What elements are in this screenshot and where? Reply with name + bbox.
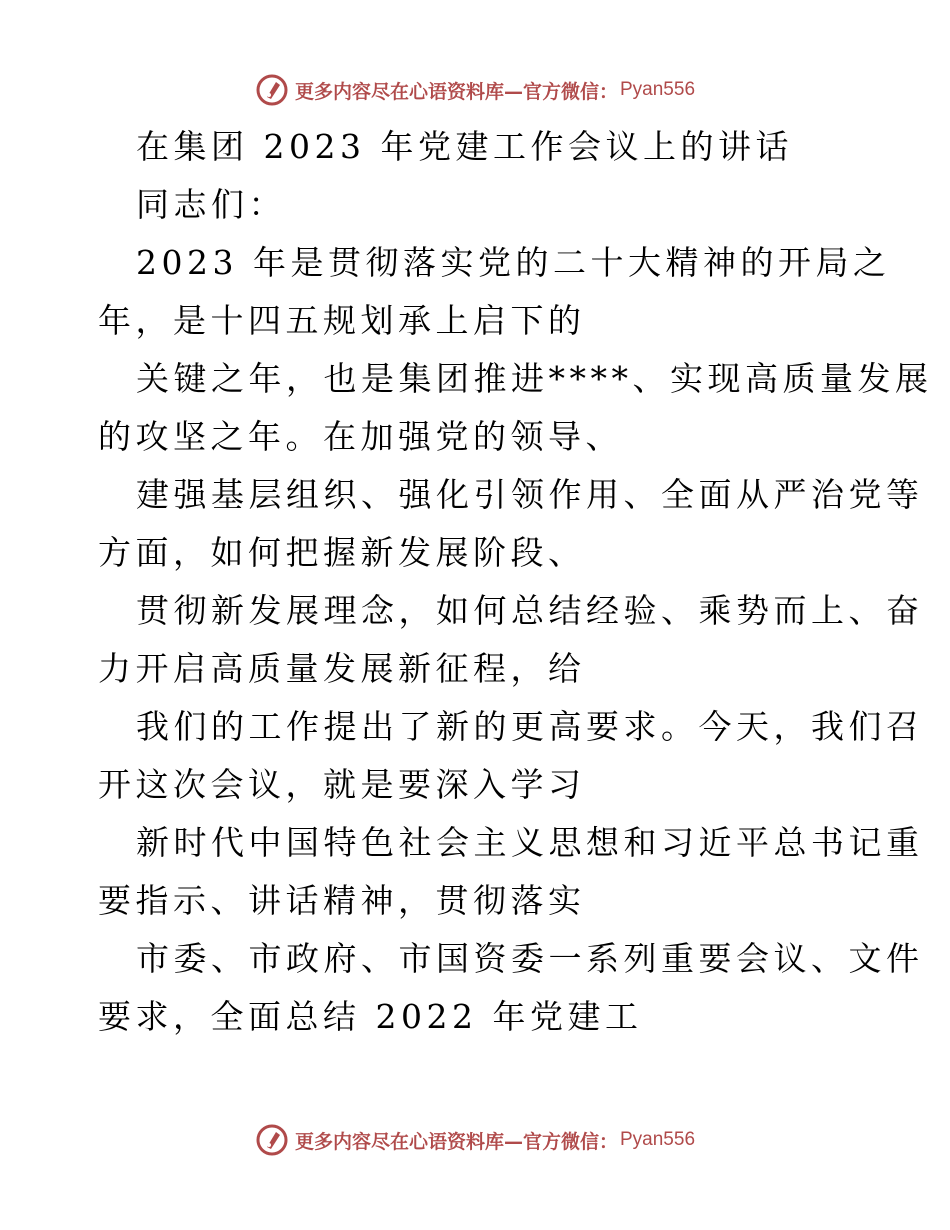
paragraph-line: 年，是十四五规划承上启下的 — [98, 301, 586, 340]
salutation: 同志们： — [136, 185, 286, 224]
paragraph-line: 市委、市政府、市国资委一系列重要会议、文件 — [136, 939, 924, 978]
pen-nib-circle-icon — [255, 73, 289, 107]
paragraph-line: 要指示、讲话精神，贯彻落实 — [98, 881, 586, 920]
paragraph-line: 贯彻新发展理念，如何总结经验、乘势而上、奋 — [136, 591, 924, 630]
paragraph-line: 方面，如何把握新发展阶段、 — [98, 533, 586, 572]
pen-nib-circle-icon — [255, 1123, 289, 1157]
watermark-text: 更多内容尽在心语资料库—官方微信： — [294, 1130, 618, 1153]
header-watermark — [0, 70, 950, 110]
paragraph-line: 开这次会议，就是要深入学习 — [98, 765, 586, 804]
paragraph-line: 关键之年，也是集团推进****、实现高质量发展 — [136, 359, 933, 398]
footer-watermark — [0, 1120, 950, 1160]
document-body — [98, 118, 933, 1046]
paragraph-line: 力开启高质量发展新征程，给 — [98, 649, 586, 688]
paragraph-line: 要求，全面总结 2022 年党建工 — [98, 997, 643, 1036]
paragraph-line: 新时代中国特色社会主义思想和习近平总书记重 — [136, 823, 924, 862]
paragraph-line: 我们的工作提出了新的更高要求。今天，我们召 — [136, 707, 924, 746]
document-title: 在集团 2023 年党建工作会议上的讲话 — [136, 127, 793, 166]
paragraph-line: 2023 年是贯彻落实党的二十大精神的开局之 — [136, 243, 891, 282]
watermark-wechat-id: Pyan556 — [620, 79, 696, 100]
watermark-text: 更多内容尽在心语资料库—官方微信： — [294, 80, 618, 103]
paragraph-line: 的攻坚之年。在加强党的领导、 — [98, 417, 623, 456]
watermark-wechat-id: Pyan556 — [620, 1129, 696, 1150]
paragraph-line: 建强基层组织、强化引领作用、全面从严治党等 — [136, 475, 924, 514]
